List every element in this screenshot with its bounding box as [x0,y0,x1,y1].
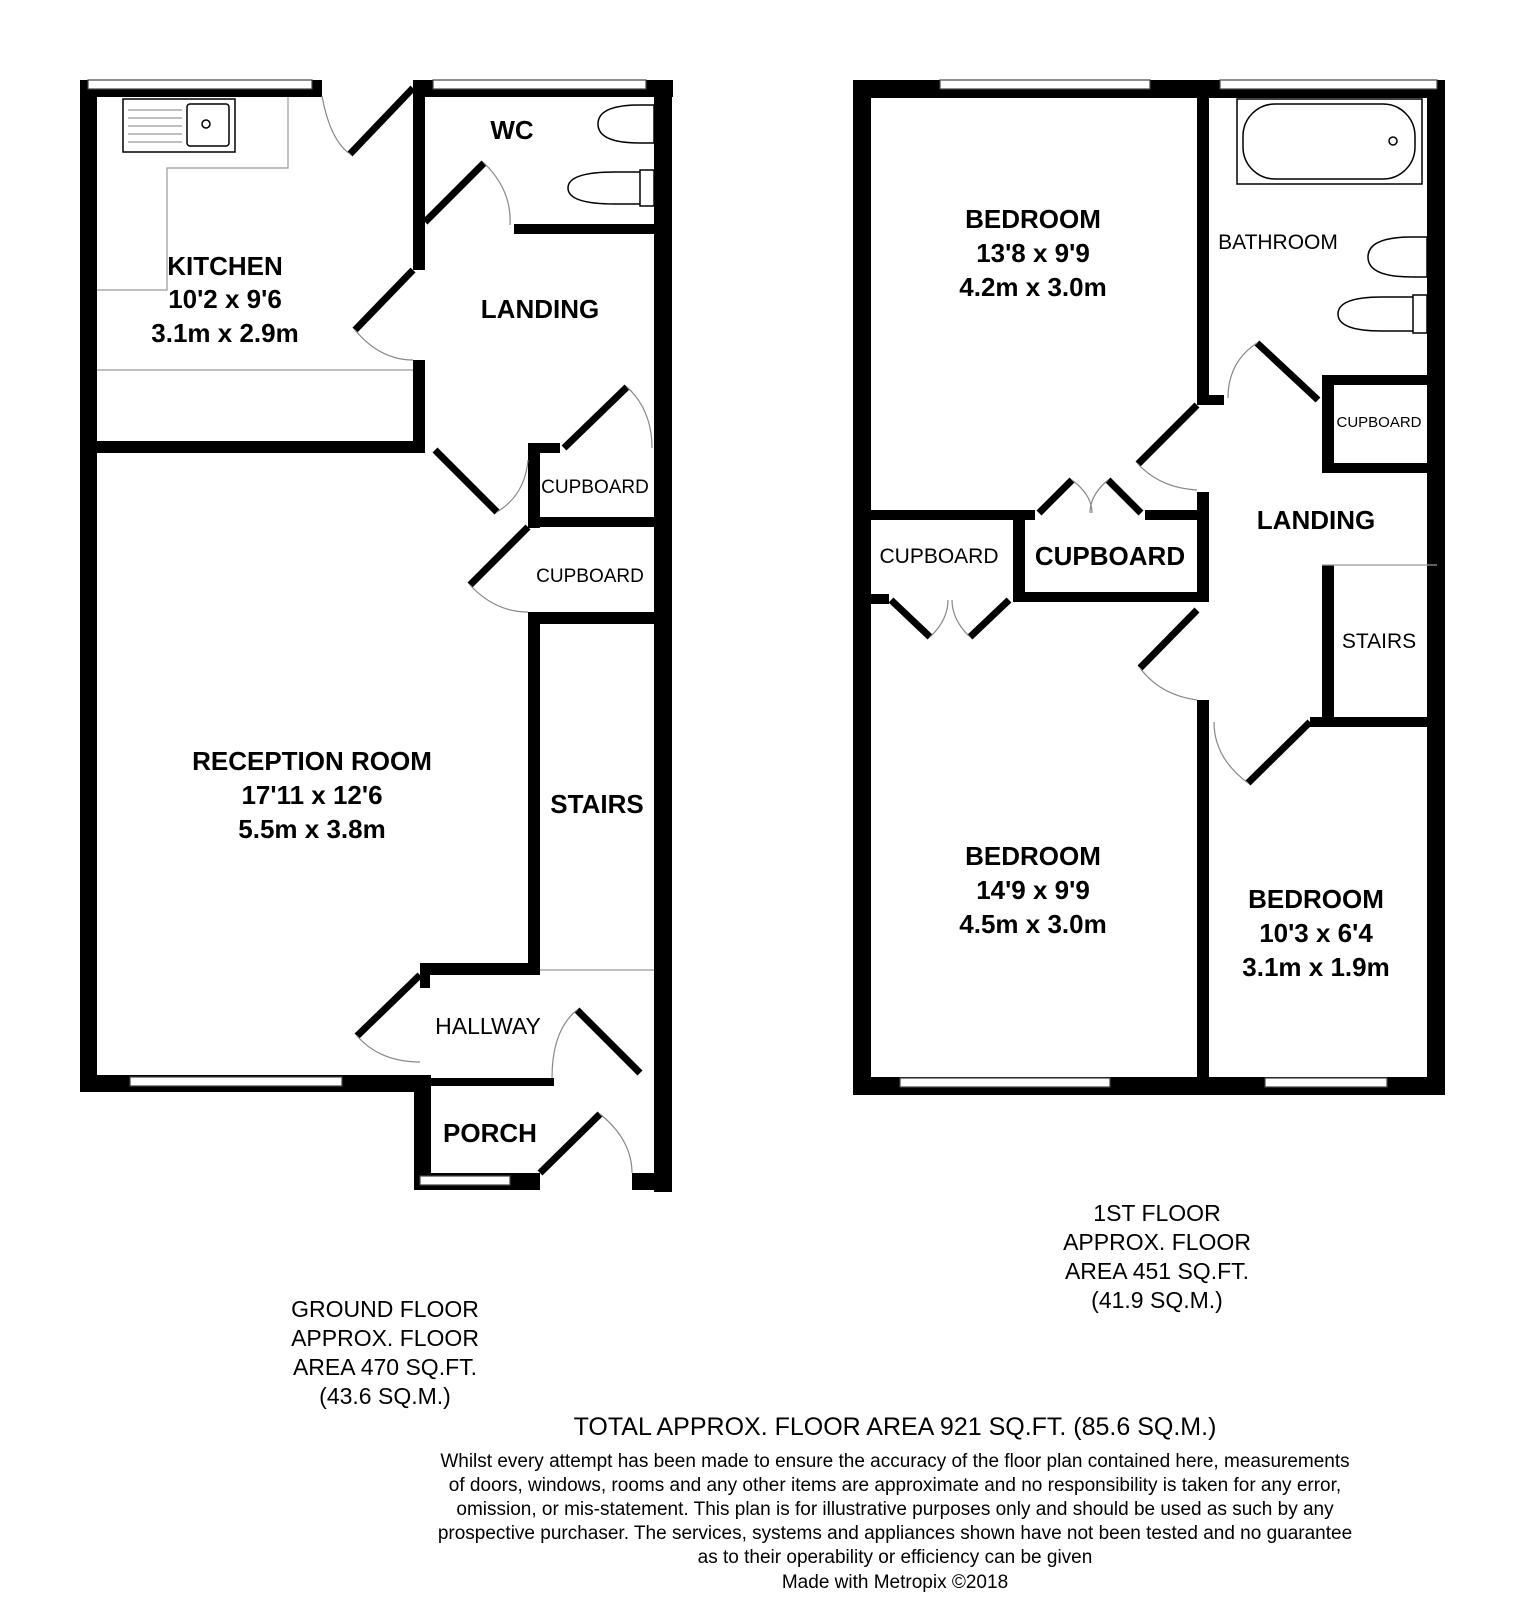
gf-wall-wc-south [514,224,664,234]
ff-bedroom-3-dims-metric: 3.1m x 1.9m [1242,952,1390,982]
ff-cupboard-mid-door-left [1039,480,1072,513]
ff-bedroom-1-door [1138,405,1197,464]
ff-bedroom-2-dims-metric: 4.5m x 3.0m [959,909,1107,939]
ff-wall-west [853,80,871,1095]
ff-cupboard-left-door-right [970,600,1009,637]
ground-floor-plan [80,80,673,1409]
ff-wall-bed2-bed3 [1197,700,1209,1085]
ff-bath-cistern-icon [1413,295,1427,333]
gf-wall-hallway-stub [420,963,430,988]
gf-hallway-door [357,975,420,1036]
ff-stairs-label: STAIRS [1341,630,1417,653]
ff-bedroom-2-dims-imperial: 14'9 x 9'9 [976,875,1090,905]
ff-wall-cupboard-mid-bottom [1013,592,1209,602]
footer [438,1413,1352,1593]
gf-wall-cupboards-divider [528,517,664,527]
ff-bedroom-2-window [900,1078,1110,1087]
ff-landing-label: LANDING [1256,505,1376,535]
ff-wall-cupboard-divider [1013,510,1025,592]
disclaimer-line-4: prospective purchaser. The services, systems and appliances shown have not been tested and no guarantee [437,1523,1353,1544]
gf-reception-dims-metric: 5.5m x 3.8m [238,814,386,844]
ff-wall-bath-cupboard-west [1322,375,1334,471]
ff-bath-tap-icon [1389,137,1397,145]
ff-wall-bed1-bath [1197,88,1209,403]
gf-kitchen-back-door [350,88,413,154]
ff-bath-basin-icon [1368,237,1427,277]
gf-reception-label: RECEPTION ROOM [192,746,432,776]
ff-wall-bath-cupboard-top [1322,375,1437,385]
disclaimer-line-2: of doors, windows, rooms and any other items are approximate and no responsibility is taken for any error, [448,1475,1342,1496]
gf-hallway-door-swing [357,1036,420,1062]
disclaimer-line-1: Whilst every attempt has been made to ensure the accuracy of the floor plan contained here, measurements [440,1451,1350,1472]
gf-wall-kitchen-wc [413,80,425,270]
ff-bedroom-3-door [1248,722,1310,783]
ff-wall-bath-cupboard-bottom [1322,463,1437,473]
ff-wall-cupboard-mid-east [1197,492,1209,602]
gf-landing-label: LANDING [480,294,600,324]
gf-wc-label: WC [490,115,534,145]
ff-wall-cupboard-left-bottom [865,594,889,604]
gf-reception-window [130,1077,342,1086]
ff-bedroom-2-door-swing [1140,668,1197,700]
gf-reception-door [435,450,497,512]
gf-cupboard-1-door-swing [627,387,652,448]
ff-bedroom-3-label: BEDROOM [1248,884,1384,914]
ff-bedroom-1-dims-imperial: 13'8 x 9'9 [976,238,1090,268]
gf-kitchen-back-door-swing [322,96,350,154]
gf-wall-kitchen-landing [413,360,425,450]
gf-wall-west [80,80,97,1092]
ff-area-line-1: 1ST FLOOR [1093,1200,1221,1226]
ff-bedroom-3-window [1265,1078,1387,1087]
ff-wall-stairs-bottom [1310,717,1437,727]
ff-cupboard-bath-label: CUPBOARD [1336,414,1422,431]
ff-cupboard-left-label: CUPBOARD [879,545,999,568]
ff-bedroom-3-door-swing [1214,722,1248,783]
gf-wc-door [425,163,484,222]
gf-front-door-swing [600,1114,632,1173]
gf-cupboard-1-label: CUPBOARD [541,477,649,498]
gf-wc-door-swing [484,163,510,225]
ff-area-line-3: AREA 451 SQ.FT. [1064,1258,1250,1284]
gf-kitchen-window [88,80,312,89]
gf-porch-inner-door [577,1010,640,1073]
gf-wall-kitchen-reception [80,441,425,453]
metropix-credit: Made with Metropix ©2018 [781,1572,1009,1593]
ff-bedroom-1-label: BEDROOM [965,204,1101,234]
ff-cupboard-left-door-left [891,600,930,637]
gf-wc-basin-icon [598,105,654,143]
gf-kitchen-door [355,270,413,330]
ff-bedroom-2-label: BEDROOM [965,841,1101,871]
ff-bathroom-door [1257,343,1318,400]
ff-bedroom-1-window [940,80,1150,89]
ff-bedroom-3-dims-imperial: 10'3 x 6'4 [1259,918,1373,948]
ff-bedroom-1-dims-metric: 4.2m x 3.0m [959,272,1107,302]
gf-porch-label: PORCH [443,1118,537,1148]
ff-cupboard-mid-swing-right [1090,480,1108,513]
gf-stairs-label: STAIRS [550,789,644,819]
gf-area-line-2: APPROX. FLOOR [291,1325,479,1351]
gf-wall-stairs-west [528,612,540,975]
gf-wc-cistern-icon [640,170,654,206]
ff-area-line-4: (41.9 SQ.M.) [1091,1287,1223,1313]
gf-wall-porch-south-right [632,1173,672,1190]
ff-bathroom-window [1220,80,1437,89]
ff-wall-stairs-west [1322,565,1334,717]
ff-wall-east [1427,88,1445,1095]
ff-cupboard-mid-swing-left [1072,480,1092,513]
gf-kitchen-dims-metric: 3.1m x 2.9m [151,318,299,348]
ff-bedroom-2-door [1140,610,1197,668]
disclaimer-line-5: as to their operability or efficiency can be given [697,1547,1093,1568]
gf-hallway-label: HALLWAY [435,1013,541,1039]
ff-cupboard-left-swing-left [930,600,948,637]
gf-porch-window [420,1176,510,1185]
ff-bathroom-door-swing [1228,343,1257,398]
ff-bathroom-label: BATHROOM [1218,231,1338,254]
gf-porch-inner-door-swing [552,1010,577,1078]
gf-area-line-4: (43.6 SQ.M.) [319,1383,451,1409]
gf-wall-east [654,80,672,1192]
gf-area-line-3: AREA 470 SQ.FT. [292,1354,478,1380]
gf-wall-porch-top [414,1078,554,1086]
gf-wall-hallway-top [420,963,540,975]
gf-kitchen-door-swing [355,330,413,360]
gf-sink-drain-icon [202,120,210,128]
gf-cupboard-1-door [564,387,627,448]
ff-wall-bath-stub [1197,395,1224,405]
gf-cupboard-2-door [470,527,528,585]
gf-kitchen-label: KITCHEN [167,251,283,281]
ff-area-line-2: APPROX. FLOOR [1063,1229,1251,1255]
ff-cupboard-mid-door-right [1108,480,1141,513]
gf-cupboard-2-label: CUPBOARD [536,566,644,587]
gf-cupboard-2-door-swing [470,585,528,612]
ff-cupboard-left-swing-right [952,600,970,637]
ff-cupboard-mid-label: CUPBOARD [1034,541,1186,571]
gf-wall-cupboard-west [528,443,540,528]
gf-wall-porch-west [414,1075,431,1182]
ff-bedroom-1-door-swing [1138,464,1197,490]
ff-wall-cupboard-left-top [865,510,1035,520]
gf-wall-stairs-top [528,612,664,624]
gf-wall-cupboard-top [528,443,560,453]
gf-reception-door-swing [497,460,528,512]
gf-front-door [540,1114,600,1173]
gf-area-line-1: GROUND FLOOR [291,1296,479,1322]
total-area: TOTAL APPROX. FLOOR AREA 921 SQ.FT. (85.6 SQ.M.) [573,1413,1217,1441]
gf-kitchen-dims-imperial: 10'2 x 9'6 [168,284,282,314]
gf-reception-dims-imperial: 17'11 x 12'6 [241,780,383,810]
gf-wc-window [433,80,646,89]
disclaimer-line-3: omission, or mis-statement. This plan is for illustrative purposes only and should be used as such by any [456,1499,1334,1520]
first-floor-plan [853,80,1445,1313]
